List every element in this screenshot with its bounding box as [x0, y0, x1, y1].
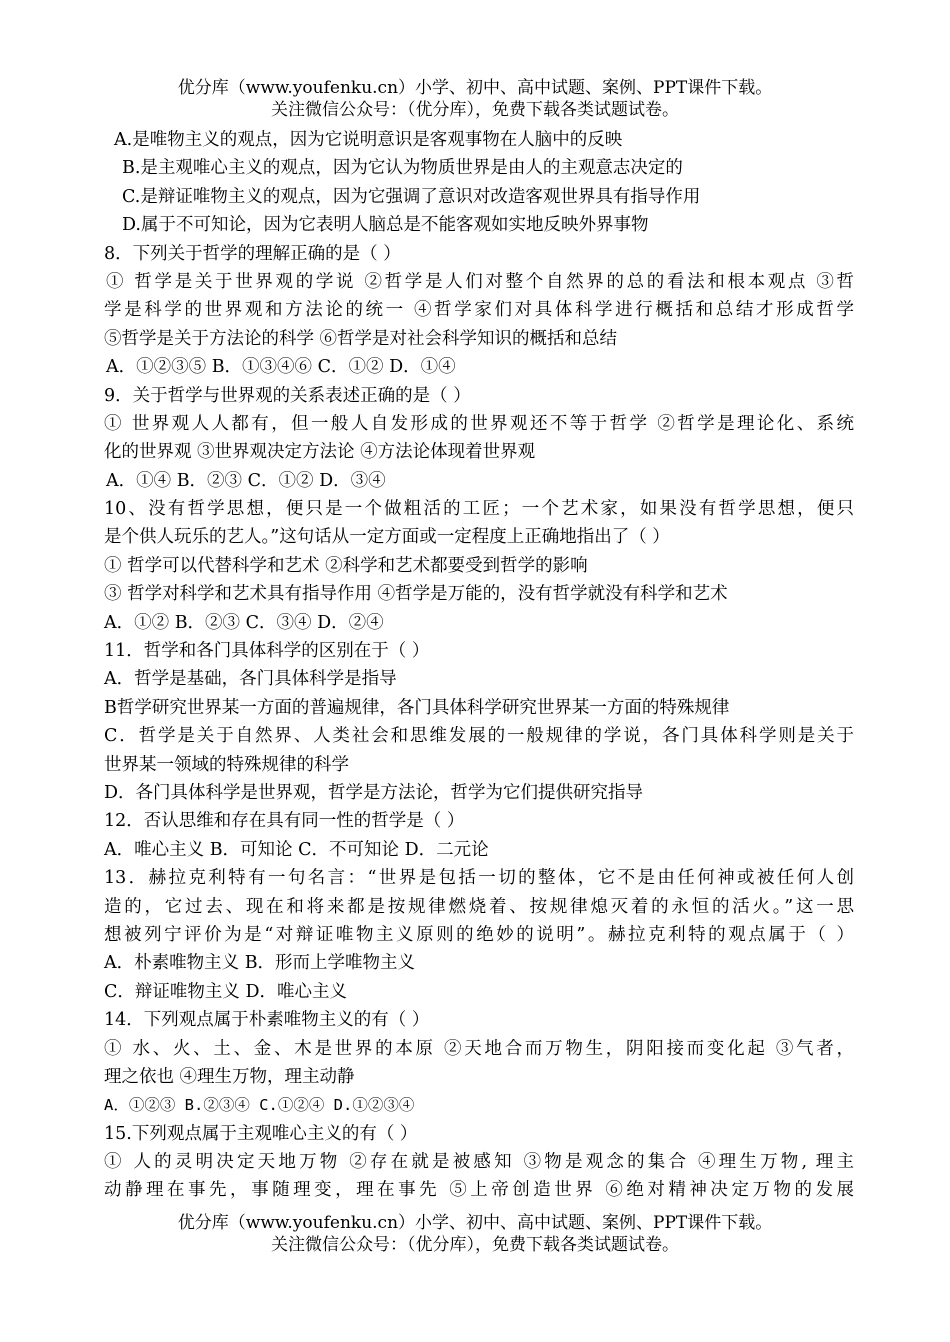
q8-choices: A．①②③⑤ B．①③④⑥ C．①② D．①④: [106, 357, 456, 378]
q14-choices: A．①②③ B.②③④ C.①②④ D.①②③④: [104, 1096, 415, 1115]
q8-statements-line-3: ⑤哲学是关于方法论的科学 ⑥哲学是对社会科学知识的概括和总结: [104, 328, 618, 349]
q7-option-c: C.是辩证唯物主义的观点，因为它强调了意识对改造客观世界具有指导作用: [122, 186, 701, 207]
q7-option-b: B.是主观唯心主义的观点，因为它认为物质世界是由人的主观意志决定的: [122, 158, 683, 179]
q13-stem-line-3: 想被列宁评价为是“对辩证唯物主义原则的绝妙的说明”。赫拉克利特的观点属于（ ）: [104, 924, 854, 945]
q8-statements-line-1: ① 哲学是关于世界观的学说 ②哲学是人们对整个自然界的总的看法和根本观点 ③哲: [106, 271, 854, 292]
q7-option-d: D.属于不可知论，因为它表明人脑总是不能客观如实地反映外界事物: [122, 215, 649, 236]
document-body: [104, 126, 854, 1205]
q11-stem: 11．哲学和各门具体科学的区别在于（ ）: [104, 641, 430, 662]
q8-stem: 8．下列关于哲学的理解正确的是（ ）: [104, 243, 401, 264]
q13-choices-line-1: A．朴素唯物主义 B．形而上学唯物主义: [104, 953, 416, 974]
page-footer: [0, 1212, 950, 1256]
q9-choices: A．①④ B．②③ C．①② D．③④: [106, 470, 386, 491]
q9-statements-line-2: 化的世界观 ③世界观决定方法论 ④方法论体现着世界观: [104, 442, 536, 463]
q13-stem-line-1: 13．赫拉克利特有一句名言：“世界是包括一切的整体，它不是由任何神或被任何人创: [104, 868, 854, 889]
q7-option-a: A.是唯物主义的观点，因为它说明意识是客观事物在人脑中的反映: [114, 130, 623, 150]
q11-option-c-line-2: 世界某一领域的特殊规律的科学: [104, 754, 349, 775]
footer-line-2: 关注微信公众号：（优分库），免费下载各类试题试卷。: [271, 1235, 679, 1255]
q12-choices: A．唯心主义 B．可知论 C．不可知论 D．二元论: [104, 839, 489, 860]
q14-statements-line-1: ① 水、火、土、金、木是世界的本原 ②天地合而万物生，阴阳接而变化起 ③气者，: [104, 1038, 854, 1059]
q8-statements-line-2: 学是科学的世界观和方法论的统一 ④哲学家们对具体科学进行概括和总结才形成哲学: [104, 300, 854, 321]
q14-statements-line-2: 理之依也 ④理生万物，理主动静: [104, 1066, 355, 1087]
page-header: [0, 77, 950, 121]
q11-option-a: A．哲学是基础，各门具体科学是指导: [104, 669, 397, 690]
footer-line-1: 优分库（www.youfenku.cn）小学、初中、高中试题、案例、PPT课件下载。: [177, 1213, 773, 1233]
q13-choices-line-2: C．辩证唯物主义 D．唯心主义: [104, 981, 347, 1002]
q10-stem-line-1: 10、没有哲学思想，便只是一个做粗活的工匠；一个艺术家，如果没有哲学思想，便只: [104, 499, 854, 520]
header-line-1: 优分库（www.youfenku.cn）小学、初中、高中试题、案例、PPT课件下载。: [177, 78, 773, 98]
q12-stem: 12．否认思维和存在具有同一性的哲学是（ ）: [104, 811, 465, 832]
q15-statements-line-2: 动静理在事先，事随理变，理在事先 ⑤上帝创造世界 ⑥绝对精神决定万物的发展: [104, 1180, 854, 1201]
header-line-2: 关注微信公众号：（优分库），免费下载各类试题试卷。: [271, 100, 679, 120]
q9-statements-line-1: ① 世界观人人都有，但一般人自发形成的世界观还不等于哲学 ②哲学是理论化、系统: [104, 413, 854, 434]
q10-stem-line-2: 是个供人玩乐的艺人。”这句话从一定方面或一定程度上正确地指出了（ ）: [104, 527, 670, 548]
q15-stem: 15.下列观点属于主观唯心主义的有（ ）: [104, 1123, 418, 1144]
q10-statements-line-1: ① 哲学可以代替科学和艺术 ②科学和艺术都要受到哲学的影响: [104, 555, 588, 576]
q9-stem: 9．关于哲学与世界观的关系表述正确的是（ ）: [104, 385, 471, 406]
q14-stem: 14．下列观点属于朴素唯物主义的有（ ）: [104, 1010, 430, 1031]
q10-choices: A．①② B．②③ C．③④ D．②④: [104, 612, 384, 633]
q15-statements-line-1: ① 人的灵明决定天地万物 ②存在就是被感知 ③物是观念的集合 ④理生万物, 理主: [104, 1152, 854, 1173]
q10-statements-line-2: ③ 哲学对科学和艺术具有指导作用 ④哲学是万能的，没有哲学就没有科学和艺术: [104, 584, 728, 605]
q13-stem-line-2: 造的，它过去、现在和将来都是按规律燃烧着、按规律熄灭着的永恒的活火。”这一思: [104, 896, 854, 917]
q11-option-c-line-1: C．哲学是关于自然界、人类社会和思维发展的一般规律的学说，各门具体科学则是关于: [104, 726, 854, 747]
q11-option-d: D．各门具体科学是世界观，哲学是方法论，哲学为它们提供研究指导: [104, 782, 644, 803]
q11-option-b: B哲学研究世界某一方面的普遍规律，各门具体科学研究世界某一方面的特殊规律: [104, 697, 730, 718]
